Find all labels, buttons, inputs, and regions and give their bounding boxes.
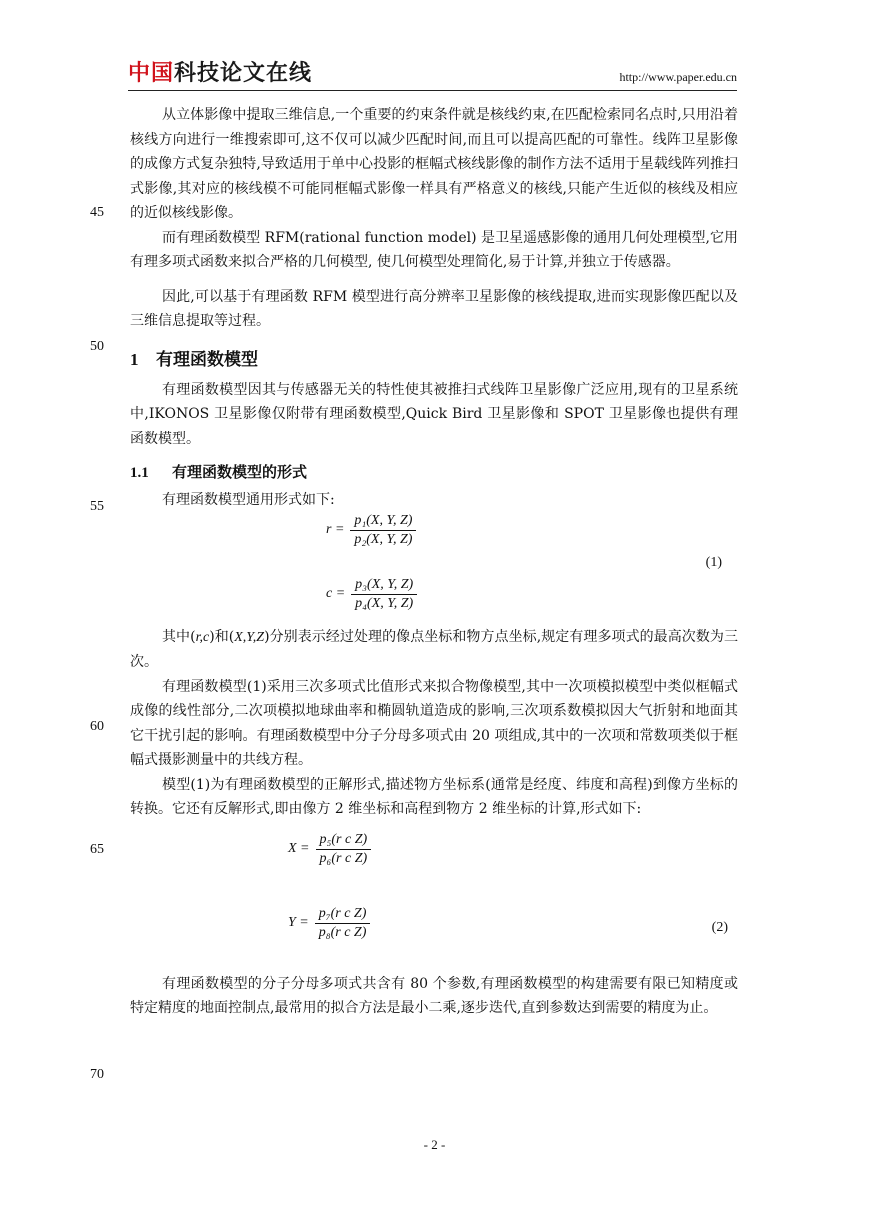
equation-1-c bbox=[326, 577, 417, 612]
equation-2 bbox=[130, 822, 738, 972]
text-segment: )分别表示经过处理的像点坐标和物方点坐标,规定有理多项式的最高次数为三次。 bbox=[130, 628, 738, 670]
eq-numerator: p₇(r c Z) bbox=[315, 906, 371, 924]
equation-2-x bbox=[288, 832, 371, 867]
equation-1-r bbox=[326, 513, 416, 548]
paragraph-where bbox=[130, 625, 738, 675]
eq-denominator: p₈(r c Z) bbox=[318, 924, 367, 940]
paragraph-parameters: 有理函数模型的分子分母多项式共含有 80 个参数,有理函数模型的构建需要有限已知精度或特定精度的地面控制点,最常用的拟合方法是最小二乘,逐步迭代,直到参数达到需要的精度为止。 bbox=[130, 975, 738, 1016]
paragraph-rfm-application: 有理函数模型因其与传感器无关的特性使其被推扫式线阵卫星影像广泛应用,现有的卫星系统中,IKONOS 卫星影像仅附带有理函数模型,Quick Bird 卫星影像和 SPOT 卫星影像也提供有理函数模型。 bbox=[130, 381, 738, 447]
page-header bbox=[128, 60, 737, 88]
page-body bbox=[130, 103, 738, 1021]
logo-black-text: 科技论文在线 bbox=[174, 61, 313, 86]
equation-number: (2) bbox=[711, 919, 728, 935]
equation-2-y bbox=[288, 906, 370, 941]
journal-logo bbox=[128, 60, 312, 88]
header-rule bbox=[128, 90, 737, 91]
line-number: 55 bbox=[90, 499, 104, 514]
paragraph-rfm-intro: 而有理函数模型 RFM(rational function model) 是卫星遥感影像的通用几何处理模型,它用有理多项式函数来拟合严格的几何模型, 使几何模型处理简化,易于计算,并独立于传感器。 bbox=[130, 229, 738, 270]
paragraph-general-form: 有理函数模型通用形式如下: bbox=[162, 492, 335, 508]
line-number: 70 bbox=[90, 1067, 104, 1082]
eq-denominator: p₄(X, Y, Z) bbox=[355, 595, 414, 611]
equation-1 bbox=[130, 513, 738, 625]
eq-numerator: p₃(X, Y, Z) bbox=[351, 577, 417, 595]
eq-numerator: p₁(X, Y, Z) bbox=[350, 513, 416, 531]
text-segment: 其中( bbox=[162, 628, 196, 645]
equation-number: (1) bbox=[705, 554, 722, 570]
variable-xyz: X,Y,Z bbox=[234, 629, 265, 645]
variable-rc: r,c bbox=[195, 629, 210, 645]
section-heading-1 bbox=[130, 346, 738, 374]
paragraph-epipolar: 从立体影像中提取三维信息,一个重要的约束条件就是核线约束,在匹配检索同名点时,只用沿着核线方向进行一维搜索即可,这不仅可以减少匹配时间,而且可以提高匹配的可靠性。线阵卫星影像的成像方式复杂独特,导致适用于单中心投影的框幅式核线影像的制作方法不适用于星载线阵列推扫式影像,其对应的核线模不可能同框幅式影像一样具有严格意义的核线,只能产生近似的核线及相应的近似核线影像。 bbox=[130, 107, 738, 221]
line-number: 45 bbox=[90, 205, 104, 220]
line-number: 50 bbox=[90, 339, 104, 354]
section-number: 1 bbox=[130, 349, 139, 369]
subsection-number: 1.1 bbox=[130, 465, 149, 481]
paragraph-cubic-form: 有理函数模型(1)采用三次多项式比值形式来拟合物像模型,其中一次项模拟模型中类似框幅式成像的线性部分,二次项模拟地球曲率和椭圆轨道造成的影响,三次项系数模拟因大气折射和地面其它干扰引起的影响。有理函数模型中分子分母多项式由 20 项组成,其中的一次项和常数项类似于框幅式摄影测量中的共线方程。 bbox=[130, 678, 738, 768]
paragraph-therefore: 因此,可以基于有理函数 RFM 模型进行高分辨率卫星影像的核线提取,进而实现影像匹配以及三维信息提取等过程。 bbox=[130, 288, 738, 329]
paragraph-inverse-form: 模型(1)为有理函数模型的正解形式,描述物方坐标系(通常是经度、纬度和高程)到像方坐标的转换。它还有反解形式,即由像方 2 维坐标和高程到物方 2 维坐标的计算,形式如下: bbox=[130, 776, 738, 817]
line-number: 60 bbox=[90, 719, 104, 734]
eq-lhs: Y = bbox=[288, 915, 309, 930]
header-url[interactable]: http://www.paper.edu.cn bbox=[619, 70, 737, 84]
subsection-title: 有理函数模型的形式 bbox=[172, 463, 308, 481]
text-segment: )和( bbox=[209, 628, 235, 645]
subsection-heading-1-1 bbox=[130, 459, 738, 486]
eq-denominator: p₂(X, Y, Z) bbox=[354, 531, 413, 547]
eq-lhs: X = bbox=[288, 841, 310, 856]
eq-denominator: p₆(r c Z) bbox=[319, 850, 368, 866]
eq-numerator: p₅(r c Z) bbox=[316, 832, 372, 850]
line-number: 65 bbox=[90, 842, 104, 857]
section-title: 有理函数模型 bbox=[156, 349, 258, 370]
logo-red-text: 中国 bbox=[128, 61, 175, 86]
eq-lhs: c = bbox=[326, 586, 346, 601]
page-number: - 2 - bbox=[423, 1137, 446, 1152]
eq-lhs: r = bbox=[326, 522, 345, 537]
